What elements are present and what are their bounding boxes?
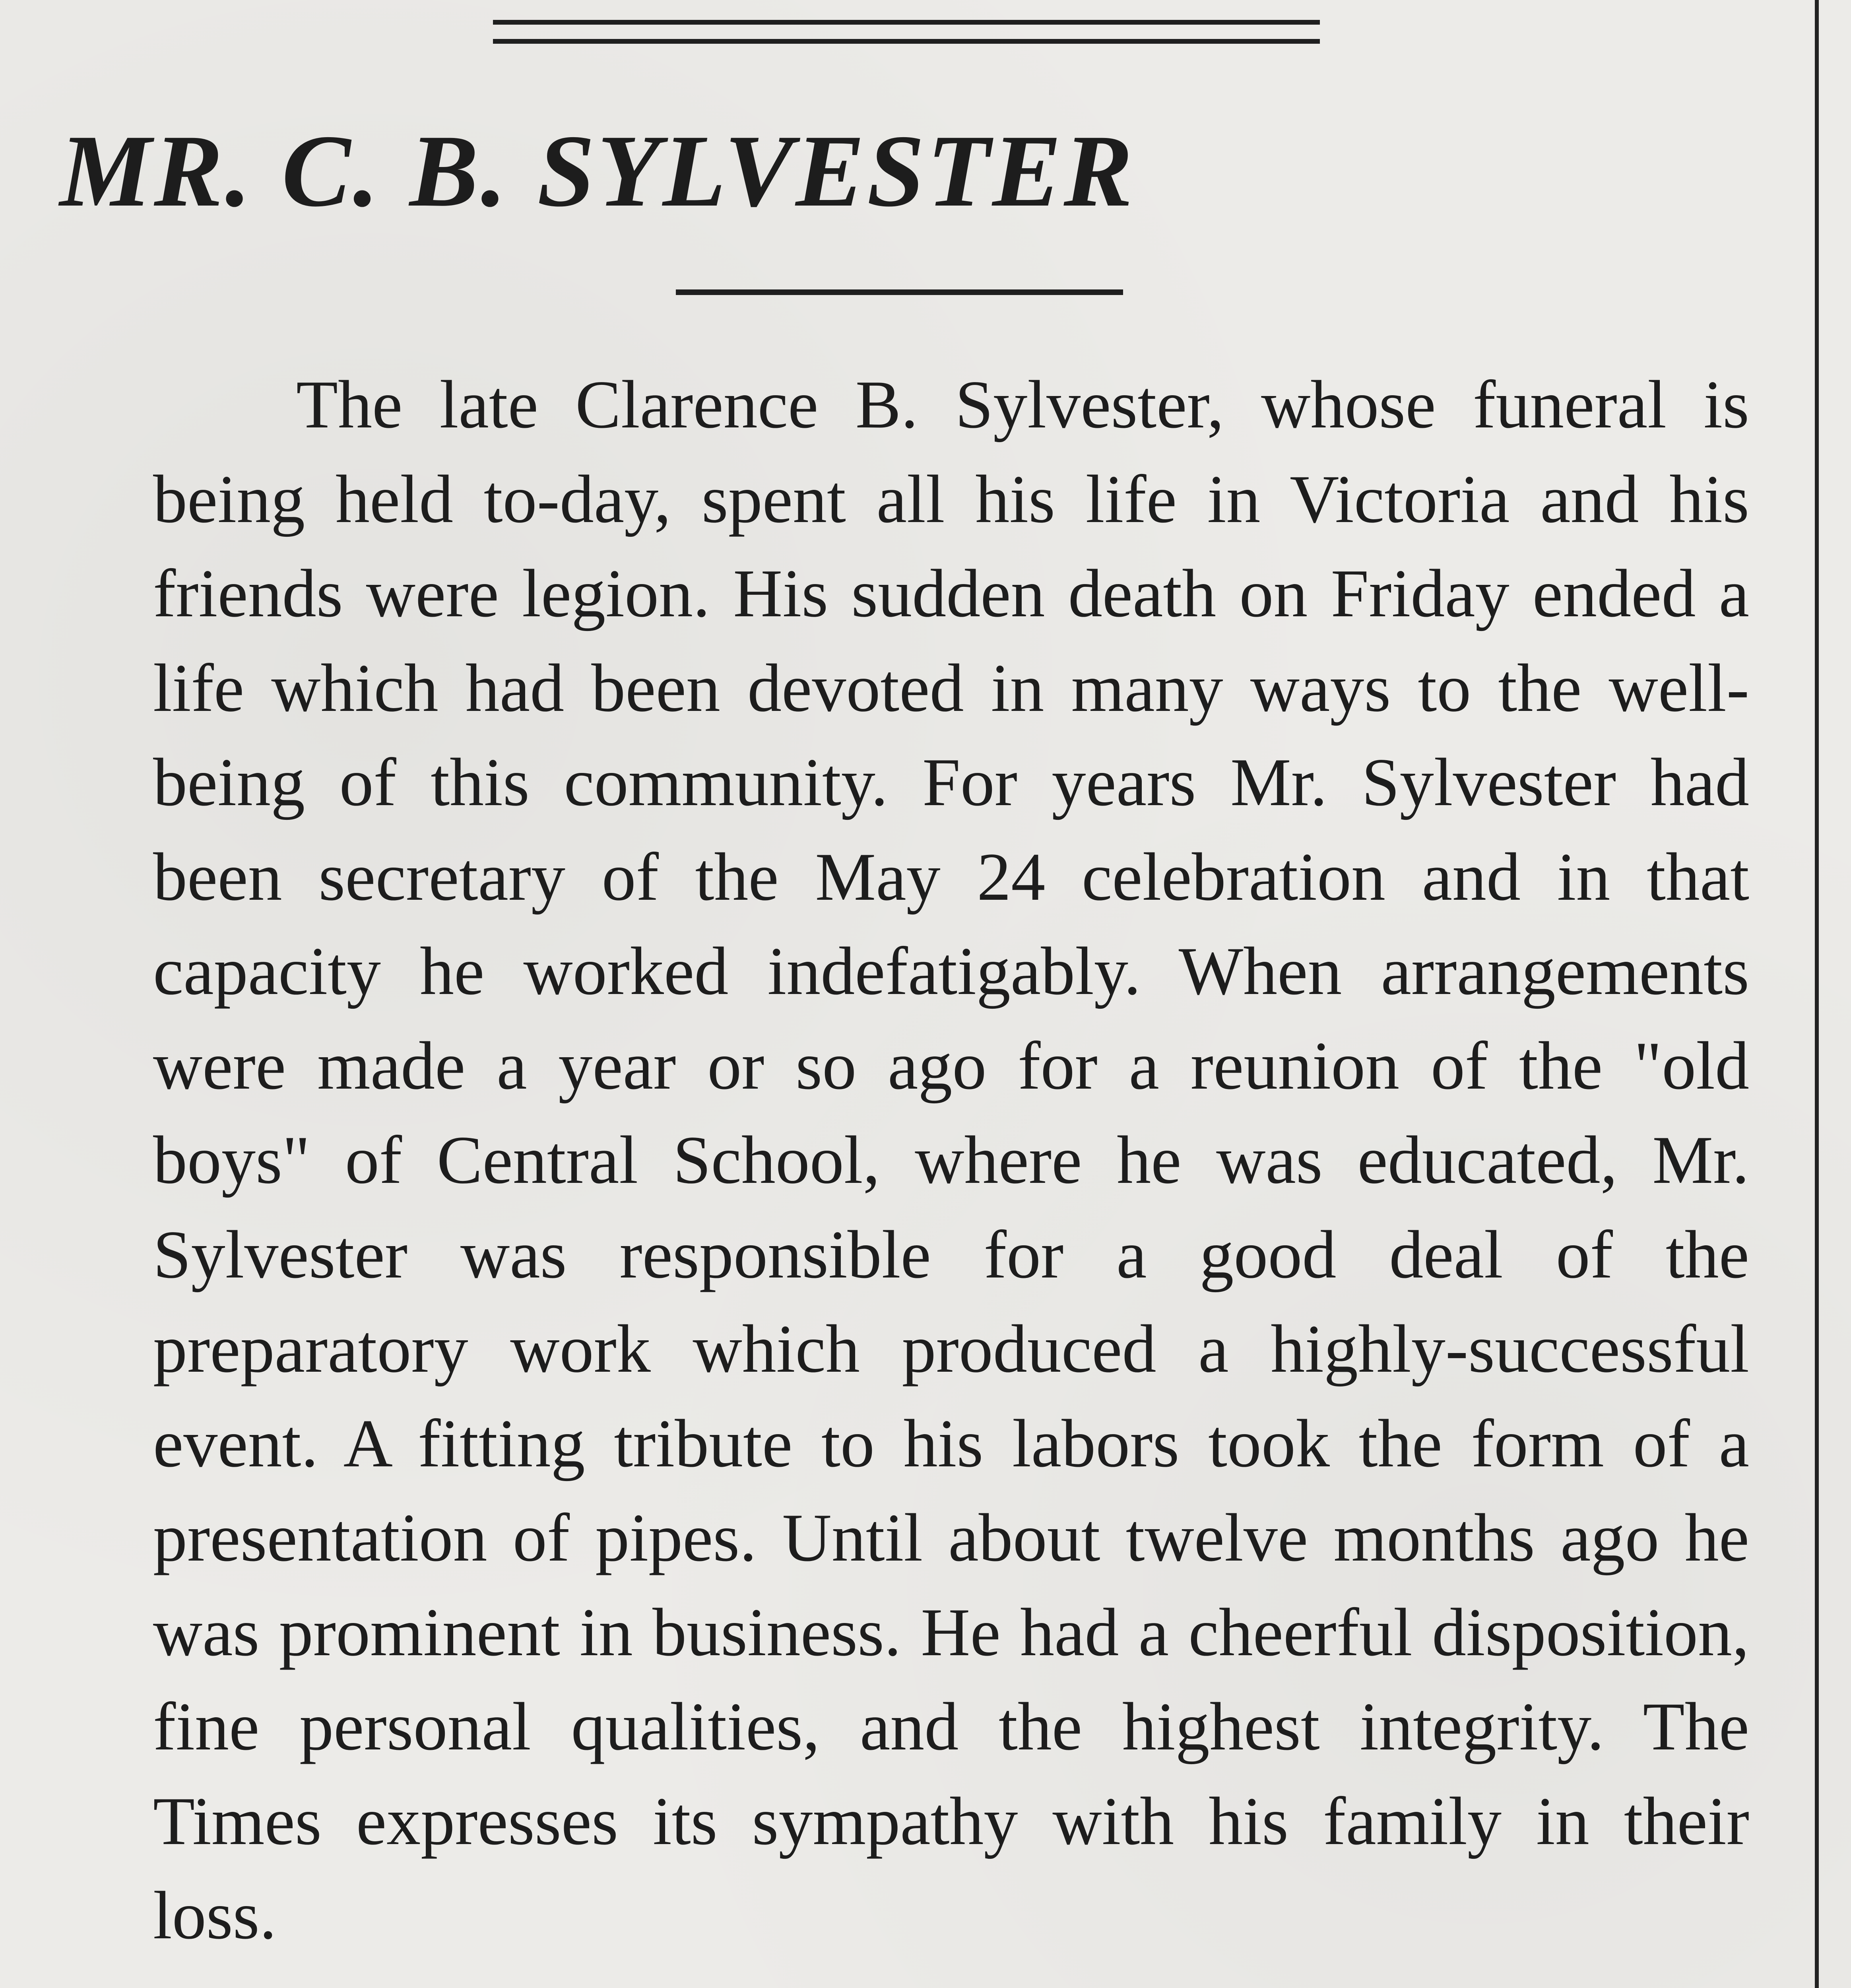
article-headline: MR. C. B. SYLVESTER bbox=[60, 114, 1135, 228]
article-body: The late Clarence B. Sylvester, whose funeral is being held to-day, spent all his life in Victoria and his friends were legion. His sudden death on Friday ended a life which had been devoted in many ways to the well-being of this community. For years Mr. Sylvester had been secretary of the May 24 celebration and in that capacity he worked indefatigably. When arrangements were made a year or so ago for a reunion of the "old boys" of Central School, where he was educated, Mr. Sylvester was responsible for a good deal of the preparatory work which produced a highly-successful event. A fitting tribute to his labors took the form of a presentation of pipes. Until about twelve months ago he was prominent in business. He had a cheerful disposition, fine personal qualities, and the highest integrity. The Times expresses its sympathy with his family in their loss. bbox=[153, 367, 1749, 1953]
top-double-rule bbox=[493, 20, 1320, 45]
column-rule bbox=[1815, 0, 1819, 1988]
headline-underline bbox=[676, 289, 1123, 295]
rule-line bbox=[493, 39, 1320, 44]
rule-line bbox=[493, 20, 1320, 25]
